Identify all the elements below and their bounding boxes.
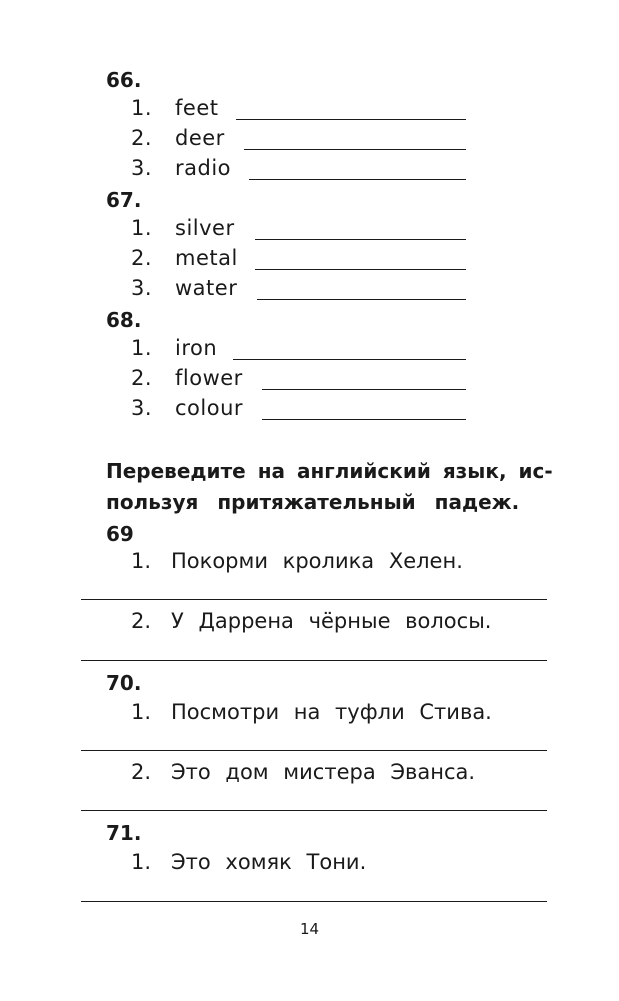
answer-line[interactable]: [81, 750, 547, 751]
sentence-text: Это хомяк Тони.: [171, 850, 367, 874]
item-index: 1.: [131, 549, 152, 573]
vocab-item: [131, 366, 243, 390]
exercise-number: 69: [106, 522, 134, 546]
vocab-item: [131, 126, 225, 150]
exercise-number: 71.: [106, 821, 142, 845]
item-index: 2.: [131, 246, 153, 270]
answer-blank[interactable]: [249, 179, 466, 180]
vocab-word: silver: [175, 216, 235, 240]
instruction-line-2: пользуя притяжательный падеж.: [106, 490, 520, 514]
vocab-item: [131, 276, 237, 300]
sentence-text: Это дом мистера Эванса.: [171, 760, 476, 784]
answer-blank[interactable]: [244, 149, 466, 150]
vocab-word: flower: [175, 366, 243, 390]
item-index: 3.: [131, 396, 153, 420]
answer-blank[interactable]: [233, 359, 466, 360]
vocab-item: [131, 396, 243, 420]
sentence-text: Посмотри на туфли Стива.: [171, 700, 492, 724]
item-index: 1.: [131, 96, 153, 120]
vocab-word: radio: [175, 156, 232, 180]
item-index: 3.: [131, 276, 153, 300]
page-number: 14: [299, 920, 320, 938]
vocab-word: deer: [175, 126, 225, 150]
answer-blank[interactable]: [257, 299, 466, 300]
vocab-item: [131, 156, 231, 180]
item-index: 3.: [131, 156, 153, 180]
sentence-item: [131, 609, 491, 633]
answer-blank[interactable]: [255, 269, 466, 270]
vocab-item: [131, 336, 217, 360]
item-index: 1.: [131, 336, 153, 360]
instruction-line-1: Переведите на английский язык, ис-: [106, 459, 553, 483]
answer-blank[interactable]: [262, 419, 466, 420]
exercise-number: 66.: [106, 68, 142, 92]
vocab-word: feet: [175, 96, 219, 120]
item-index: 2.: [131, 366, 153, 390]
vocab-word: water: [175, 276, 238, 300]
answer-line[interactable]: [81, 901, 547, 902]
sentence-text: У Даррена чёрные волосы.: [171, 609, 492, 633]
item-index: 2.: [131, 126, 153, 150]
answer-line[interactable]: [81, 599, 547, 600]
item-index: 1.: [131, 850, 152, 874]
sentence-item: [131, 760, 475, 784]
item-index: 1.: [131, 216, 153, 240]
item-index: 1.: [131, 700, 152, 724]
sentence-item: [131, 850, 366, 874]
vocab-item: [131, 246, 238, 270]
vocab-word: colour: [175, 396, 244, 420]
item-index: 2.: [131, 760, 152, 784]
sentence-text: Покорми кролика Хелен.: [171, 549, 463, 573]
vocab-word: iron: [175, 336, 218, 360]
answer-blank[interactable]: [255, 239, 466, 240]
sentence-item: [131, 549, 463, 573]
item-index: 2.: [131, 609, 152, 633]
sentence-item: [131, 700, 492, 724]
vocab-item: [131, 216, 235, 240]
vocab-item: [131, 96, 218, 120]
exercise-number: 70.: [106, 671, 142, 695]
exercise-number: 67.: [106, 188, 142, 212]
answer-line[interactable]: [81, 810, 547, 811]
answer-line[interactable]: [81, 660, 547, 661]
vocab-word: metal: [175, 246, 238, 270]
exercise-number: 68.: [106, 308, 142, 332]
answer-blank[interactable]: [236, 119, 466, 120]
answer-blank[interactable]: [262, 389, 466, 390]
